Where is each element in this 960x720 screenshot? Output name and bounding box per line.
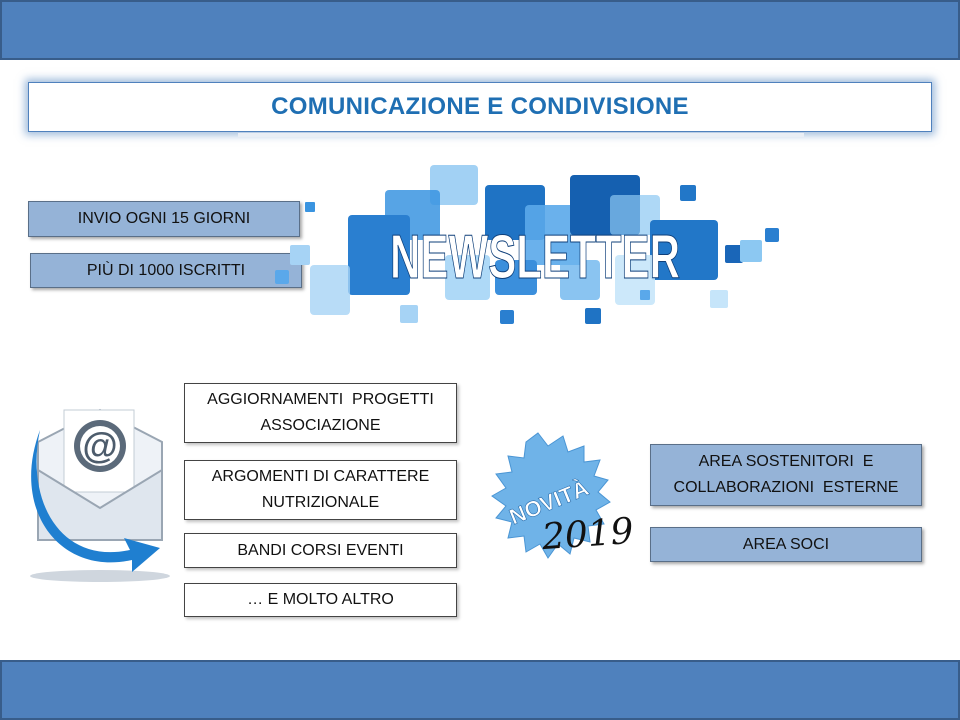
content-box-more — [184, 583, 457, 617]
novita-year: 2019 — [540, 510, 635, 559]
content-projects-line2: ASSOCIAZIONE — [260, 417, 381, 434]
fact-subscribers-label: PIÙ DI 1000 ISCRITTI — [86, 261, 246, 279]
area-supporters-line2: COLLABORAZIONI ESTERNE — [673, 479, 899, 496]
fact-box-frequency — [28, 201, 300, 237]
content-projects-line1: AGGIORNAMENTI PROGETTI — [207, 391, 434, 408]
title-underline — [238, 133, 804, 137]
svg-text:@: @ — [82, 425, 118, 466]
email-at-envelope-icon — [20, 390, 180, 590]
novita-starburst-badge — [478, 428, 648, 568]
slide-title: COMUNICAZIONE E CONDIVISIONE — [271, 93, 689, 120]
content-nutrition-line2: NUTRIZIONALE — [261, 494, 380, 511]
newsletter-label: NEWSLETTER — [390, 223, 680, 292]
area-box-supporters — [650, 444, 922, 506]
fact-box-subscribers — [30, 253, 302, 288]
content-box-nutrition — [184, 460, 457, 520]
novita-badge-label: NOVITÀ — [505, 475, 593, 530]
content-box-events — [184, 533, 457, 568]
area-box-members — [650, 527, 922, 562]
area-supporters-line1: AREA SOSTENITORI E — [698, 453, 874, 470]
content-events-label: BANDI CORSI EVENTI — [237, 541, 404, 559]
slide-title-box — [28, 82, 932, 132]
content-box-projects — [184, 383, 457, 443]
bottom-band — [0, 660, 960, 720]
fact-frequency-label: INVIO OGNI 15 GIORNI — [77, 210, 251, 227]
content-nutrition-line1: ARGOMENTI DI CARATTERE — [211, 468, 430, 485]
content-more-label: … E MOLTO ALTRO — [247, 591, 394, 608]
area-members-label: AREA SOCI — [742, 535, 830, 553]
newsletter-graphic — [270, 150, 790, 340]
top-band — [0, 0, 960, 60]
